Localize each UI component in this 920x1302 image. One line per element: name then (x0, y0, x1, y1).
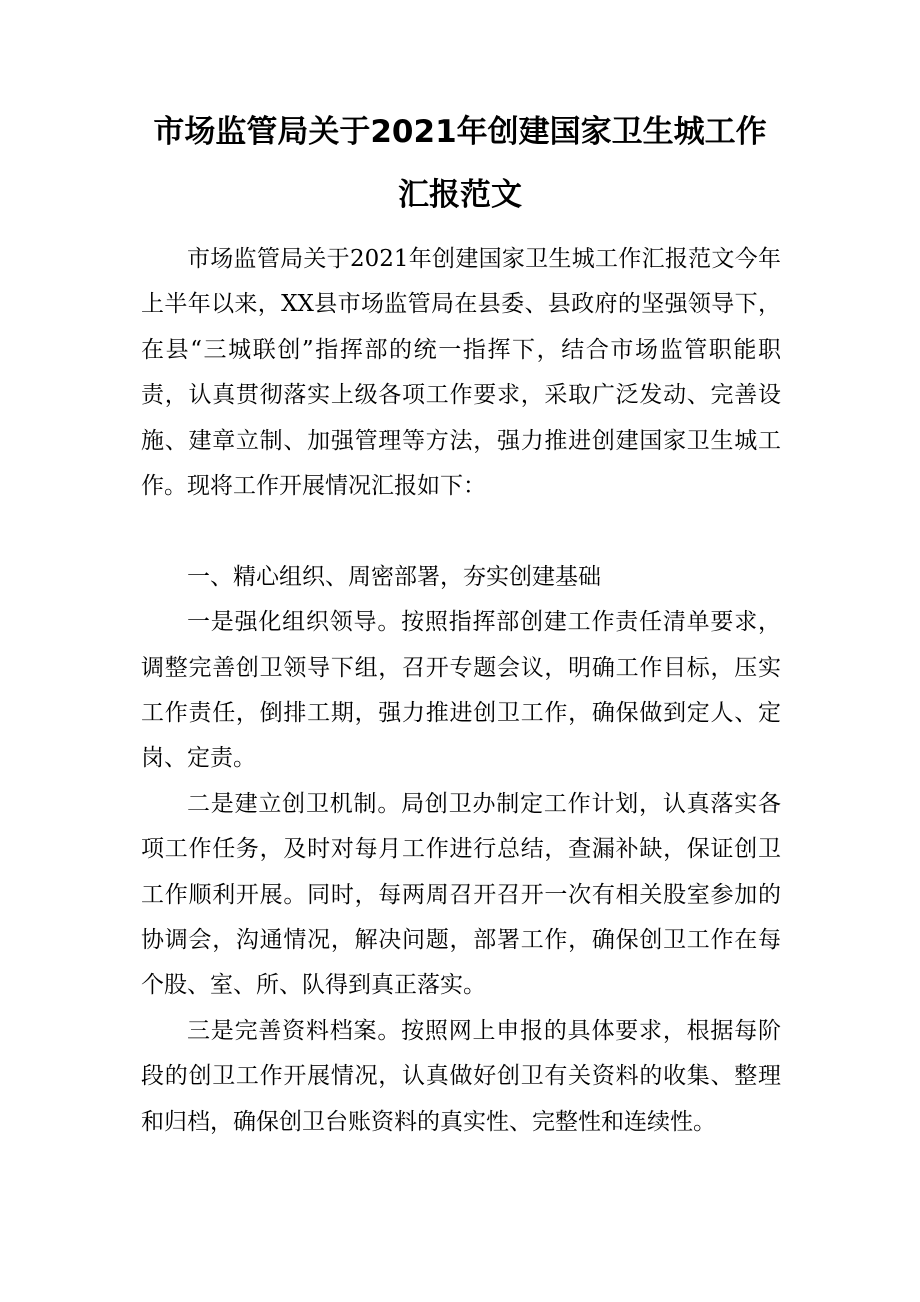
document-title-line-1: 市场监管局关于2021年创建国家卫生城工作 (153, 114, 767, 150)
paragraph-archives: 三是完善资料档案。按照网上申报的具体要求，根据每阶段的创卫工作开展情况，认真做好创卫有关资料的收集、整理和归档，确保创卫台账资料的真实性、完整性和连续性。 (141, 1017, 781, 1135)
intro-paragraph: 市场监管局关于2021年创建国家卫生城工作汇报范文今年上半年以来，XX县市场监管局在县委、县政府的坚强领导下，在县“三城联创”指挥部的统一指挥下，结合市场监管职能职责，认真贯彻落实上级各项工作要求，采取广泛发动、完善设施、建章立制、加强管理等方法，强力推进创建国家卫生城工作。现将工作开展情况汇报如下： (141, 246, 781, 500)
document-body (141, 237, 781, 1145)
blank-line (141, 509, 781, 554)
paragraph-organization: 一是强化组织领导。按照指挥部创建工作责任清单要求，调整完善创卫领导下组，召开专题会议，明确工作目标，压实工作责任，倒排工期，强力推进创卫工作，确保做到定人、定岗、定责。 (141, 609, 781, 772)
paragraph-mechanism: 二是建立创卫机制。局创卫办制定工作计划，认真落实各项工作任务，及时对每月工作进行总结，查漏补缺，保证创卫工作顺利开展。同时，每两周召开召开一次有相关股室参加的协调会，沟通情况，解决问题，部署工作，确保创卫工作在每个股、室、所、队得到真正落实。 (141, 790, 781, 999)
document-title-line-2: 汇报范文 (398, 177, 522, 213)
section-heading-1: 一、精心组织、周密部署，夯实创建基础 (187, 563, 601, 590)
